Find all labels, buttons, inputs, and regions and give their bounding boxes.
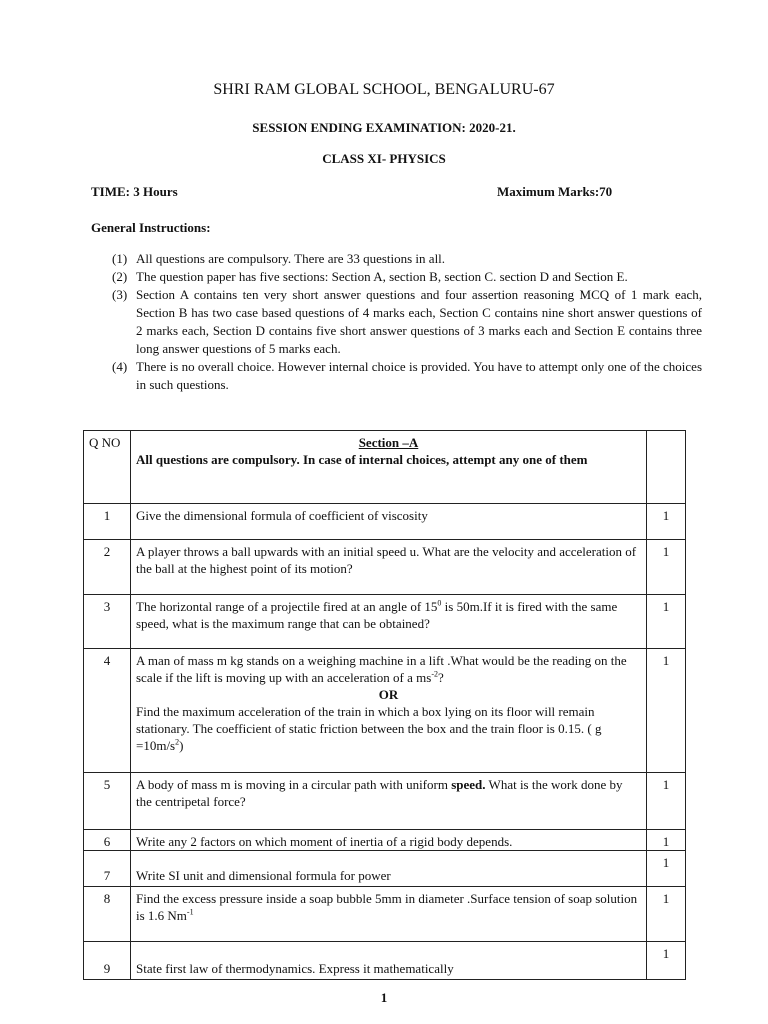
question-mark: 1 xyxy=(647,773,686,830)
table-row xyxy=(84,540,686,595)
question-mark: 1 xyxy=(647,830,686,851)
table-row xyxy=(84,887,686,942)
question-text xyxy=(131,649,647,773)
question-number: 5 xyxy=(84,773,131,830)
question-text-part: Find the excess pressure inside a soap bubble 5mm in diameter .Surface tension of soap solution is 1.6 Nm xyxy=(136,891,638,923)
question-number: 9 xyxy=(84,942,131,980)
class-subject: CLASS XI- PHYSICS xyxy=(322,151,446,166)
question-number: 6 xyxy=(84,830,131,851)
question-text-part: A body of mass m is moving in a circular path with uniform xyxy=(136,777,452,792)
instruction-number: (4) xyxy=(112,359,128,374)
superscript: -2 xyxy=(431,669,438,679)
page-number: 1 xyxy=(380,990,388,1005)
table-row xyxy=(84,851,686,887)
question-text: State first law of thermodynamics. Express it mathematically xyxy=(131,942,647,980)
question-text: Write SI unit and dimensional formula for power xyxy=(131,851,647,887)
instruction-number: (2) xyxy=(112,269,128,284)
question-text xyxy=(131,773,647,830)
question-text-part: The horizontal range of a projectile fired at an angle of 15 xyxy=(136,599,438,614)
question-mark: 1 xyxy=(647,504,686,540)
question-mark: 1 xyxy=(647,595,686,649)
qno-header: Q NO xyxy=(84,431,131,504)
exam-session: SESSION ENDING EXAMINATION: 2020-21. xyxy=(252,120,516,135)
question-text-part: A man of mass m kg stands on a weighing machine in a lift .What would be the reading on the scale if the lift is moving up with an acceleration of a ms xyxy=(136,653,627,685)
question-mark: 1 xyxy=(647,649,686,773)
question-number: 1 xyxy=(84,504,131,540)
instruction-number: (1) xyxy=(112,251,128,266)
instruction-item xyxy=(112,358,702,394)
table-row xyxy=(84,504,686,540)
superscript: 2 xyxy=(175,737,180,747)
or-separator: OR xyxy=(378,687,399,702)
instruction-text: The question paper has five sections: Section A, section B, section C. section D and Section E. xyxy=(136,269,628,284)
section-header-row xyxy=(84,431,686,504)
question-mark: 1 xyxy=(647,540,686,595)
question-number: 7 xyxy=(84,851,131,887)
table-row xyxy=(84,942,686,980)
instruction-item xyxy=(112,250,702,268)
question-number: 3 xyxy=(84,595,131,649)
instruction-number: (3) xyxy=(112,287,128,302)
question-text-part: Find the maximum acceleration of the train in which a box lying on its floor will remain stationary. The coefficient of static friction between the box and the train floor is 0.15. ( g =10m/s xyxy=(136,704,602,753)
question-mark: 1 xyxy=(647,887,686,942)
instruction-text: All questions are compulsory. There are 33 questions in all. xyxy=(136,251,446,266)
question-table xyxy=(83,430,686,980)
question-text-part: ? xyxy=(437,670,444,685)
question-mark: 1 xyxy=(647,942,686,980)
section-note: All questions are compulsory. In case of internal choices, attempt any one of them xyxy=(136,452,588,467)
table-row xyxy=(84,773,686,830)
instruction-item xyxy=(112,268,702,286)
table-row xyxy=(84,830,686,851)
instruction-item xyxy=(112,286,702,358)
question-text-part: ) xyxy=(179,738,184,753)
instructions-list xyxy=(112,250,702,394)
question-text: Write any 2 factors on which moment of inertia of a rigid body depends. xyxy=(131,830,647,851)
question-text: Give the dimensional formula of coefficient of viscosity xyxy=(131,504,647,540)
question-text-part: What is the work done by the centripetal force? xyxy=(136,777,623,809)
superscript: -1 xyxy=(186,907,194,917)
table-row xyxy=(84,649,686,773)
marks-header xyxy=(647,431,686,504)
exam-time: TIME: 3 Hours xyxy=(91,184,178,199)
maximum-marks: Maximum Marks:70 xyxy=(497,184,613,199)
question-text xyxy=(131,887,647,942)
question-number: 8 xyxy=(84,887,131,942)
school-name: SHRI RAM GLOBAL SCHOOL, BENGALURU-67 xyxy=(213,81,555,98)
question-text-part: is 50m.If it is fired with the same speed, what is the maximum range that can be obtained? xyxy=(136,599,618,631)
section-title: Section –A xyxy=(358,435,419,450)
section-header-cell xyxy=(131,431,647,504)
question-mark: 1 xyxy=(647,851,686,887)
superscript: 0 xyxy=(437,598,442,608)
instruction-text: There is no overall choice. However internal choice is provided. You have to attempt only one of the choices in such questions. xyxy=(136,359,702,392)
question-number: 4 xyxy=(84,649,131,773)
table-row xyxy=(84,595,686,649)
instruction-text: Section A contains ten very short answer questions and four assertion reasoning MCQ of 1 mark each, Section B has two case based questions of 4 marks each, Section C contains nine short answer questions of 2 marks each, Section D contains five short answer questions of 3 marks each and Section E contains three long answer questions of 5 marks each. xyxy=(136,287,702,356)
question-text xyxy=(131,595,647,649)
question-number: 2 xyxy=(84,540,131,595)
instructions-title: General Instructions: xyxy=(91,220,211,235)
question-text: A player throws a ball upwards with an initial speed u. What are the velocity and acceleration of the ball at the highest point of its motion? xyxy=(131,540,647,595)
bold-word: speed. xyxy=(451,777,486,792)
